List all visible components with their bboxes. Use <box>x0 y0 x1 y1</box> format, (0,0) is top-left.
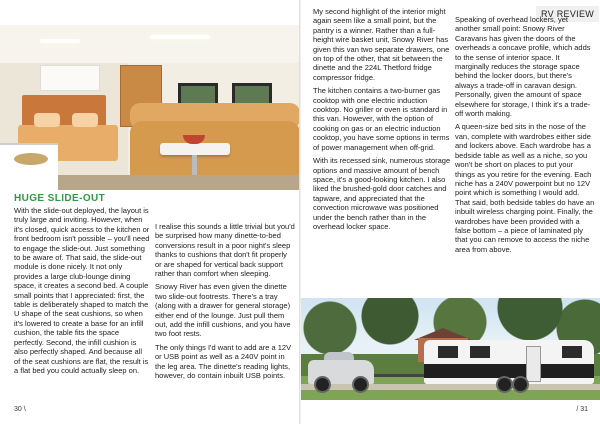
text-column-4 <box>455 15 595 258</box>
driveway <box>300 384 600 390</box>
paragraph: The kitchen contains a two-burner gas cooktop with one electric induction cooktop. No griller or oven is standard in this van. However, with the option of cooking on gas or an electric induction cooktop, you have some options in terms of power management when off-grid. <box>313 86 450 152</box>
dinette-table <box>160 143 230 155</box>
text-column-3 <box>313 7 453 235</box>
paragraph: My second highlight of the interior might again seem like a small point, but the pantry is a winner. Rather than a full-height wire basket unit, Snowy River has given this van two separate drawers, one on top of the other, that sit between the dinette and the 224L Thetford fridge compressor fridge. <box>313 7 450 82</box>
wheel <box>496 376 513 393</box>
overhead-locker <box>40 65 100 91</box>
ceiling <box>0 25 300 63</box>
page-number-left: 30 \ <box>14 406 26 413</box>
hat <box>14 153 48 165</box>
page-number-right: / 31 <box>576 406 588 413</box>
caravan-exterior-photo <box>300 298 600 400</box>
kitchen-bench <box>0 143 58 190</box>
pillow <box>34 113 60 127</box>
paragraph: I realise this sounds a little trivial but you'd be surprised how many dinette-to-bed conversions result in a poor night's sleep thanks to cushions that don't fit properly or are shaped for vertical back support rather than comfort when sleeping. <box>155 222 295 279</box>
caravan-window <box>562 346 582 358</box>
text-column-1 <box>14 193 150 379</box>
caravan-stripe <box>424 364 594 378</box>
caravan-interior-photo <box>0 25 300 190</box>
ceiling-light <box>150 35 210 39</box>
paragraph: With the slide-out deployed, the layout is truly large and inviting. However, when it's closed, quick access to the kitchen or front bedroom isn't possible – you'll need to engage the slide-out. Just something to be aware of. That said, the slide-out module is done nicely. It not only provides a large club-lounge dining space, it creates a second bed. A couple small points that I appreciated: first, the table is deliberately shaped to match the U shape of the seat cushions, so when it's lowered to create a base for an infill cushion, the table fits the space perfectly. Second, the infill cushion is also perfectly shaped. And because all of the seat cushions are flat, the result is a flat bed you could actually sleep on. <box>14 206 150 375</box>
caravan-window <box>470 346 490 358</box>
caravan-window <box>438 346 458 358</box>
text-column-2 <box>155 222 295 385</box>
wheel <box>352 376 369 393</box>
paragraph: With its recessed sink, numerous storage options and massive amount of bench space, it's a good-looking kitchen. I also liked the brushed-gold door catches and tapware, and appreciated that the convection microwave was positioned under the bench rather than in the overhead locker space. <box>313 156 451 231</box>
wheel <box>512 376 529 393</box>
caravan-door <box>526 346 541 382</box>
paragraph: A queen-size bed sits in the nose of the van, complete with wardrobes either side and lockers above. Each wardrobe has a bedside table as well as a niche, so you won't be short on places to put your things as you retire for the evening. Each niche has a 240V powerpoint but no 12V point which is something I would add. That said, both bedside tables do have an inbuilt wireless charging point. Finally, the wardrobes have been provided with a false bottom – a piece of laminated ply that you can remove to access the niche area from above. <box>455 122 595 254</box>
section-heading: HUGE SLIDE-OUT <box>14 193 106 204</box>
pillow <box>72 113 98 127</box>
wheel <box>314 376 331 393</box>
paragraph: Snowy River has even given the dinette two slide-out footrests. There's a tray (along with a drawer for general storage) either end of the lounge. Just pull them out, add the infill cushions, and you have two foot rests. <box>155 282 291 339</box>
paragraph: Speaking of overhead lockers, yet another small point: Snowy River Caravans has given the doors of the overheads a concave profile, which adds to the sense of interior space. It marginally reduces the storage space behind the locker doors, but there's always a trade-off in caravan design. Personally, given the amount of space elsewhere for storage, I think it's a trade-off worth making. <box>455 15 591 119</box>
section-tab: RV REVIEW <box>536 6 599 22</box>
paragraph: The only things I'd want to add are a 12V or USB point as well as a 240V point in the leg area. The dinette's reading lights, however, do contain inbuilt USB points. <box>155 342 292 381</box>
spread-fold <box>299 0 301 424</box>
ceiling-light <box>40 39 80 43</box>
drawbar <box>374 374 426 377</box>
